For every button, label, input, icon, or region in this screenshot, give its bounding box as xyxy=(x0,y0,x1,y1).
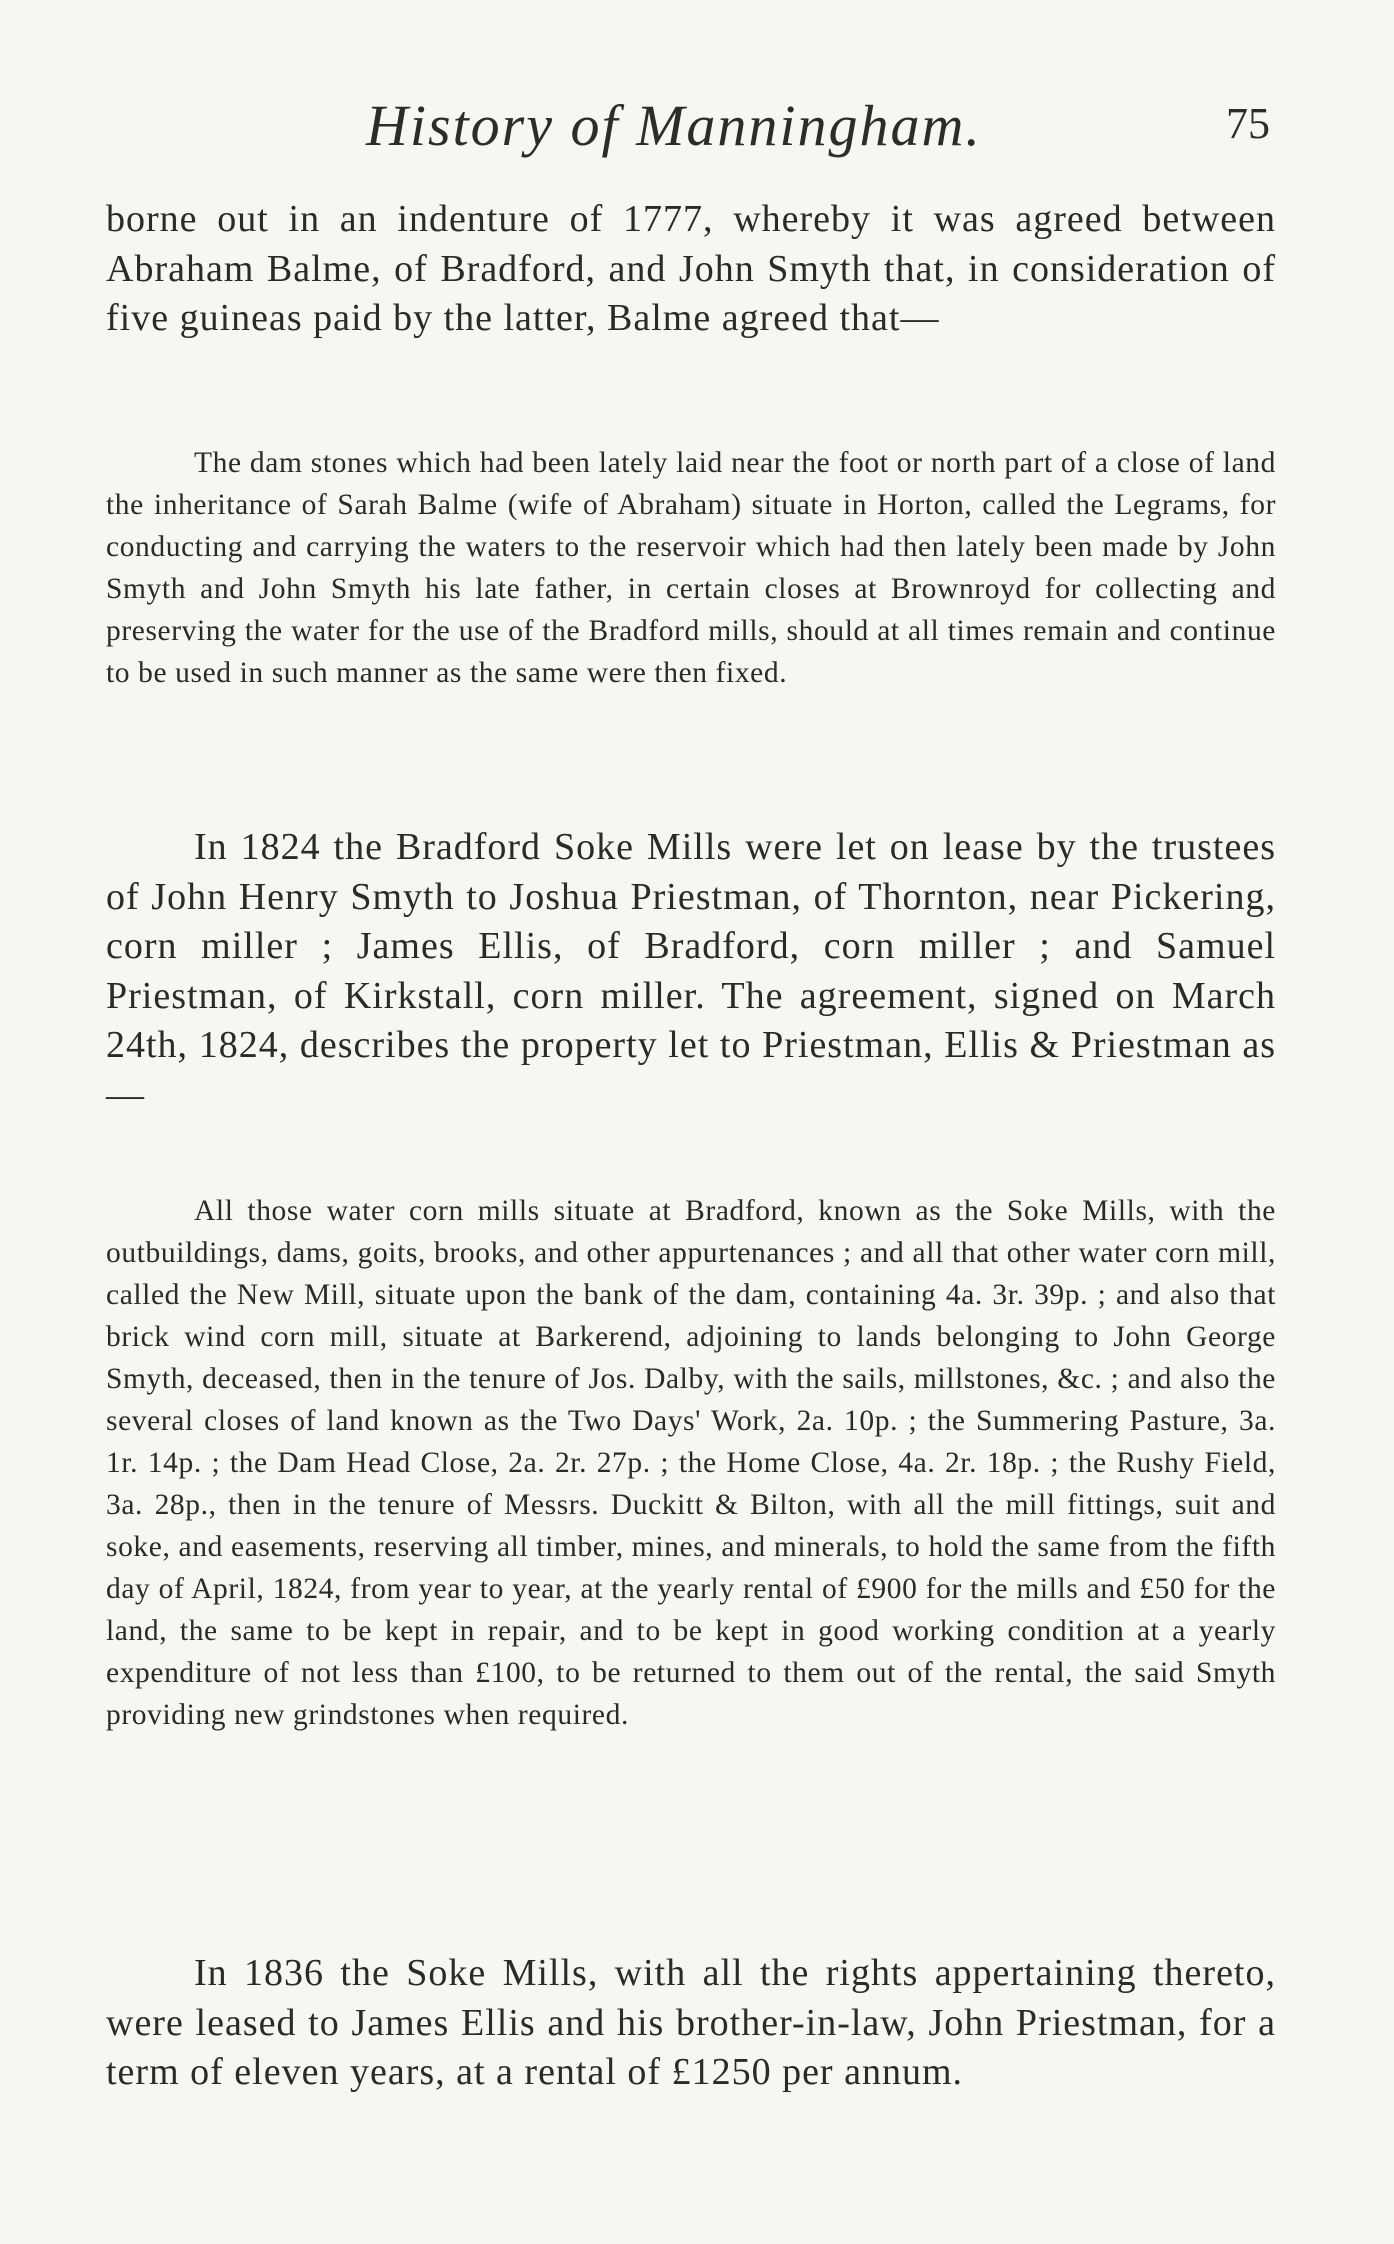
running-header xyxy=(0,92,1394,172)
running-title: History of Manningham. xyxy=(366,93,982,158)
quoted-passage-2: All those water corn mills situate at Bradford, known as the Soke Mills, with the outbuildings, dams, goits, brooks, and other appurtenances ; and all that other water corn mill, called the New Mill, situate upon the bank of the dam, containing 4a. 3r. 39p. ; and also that brick wind corn mill, situate at Barkerend, adjoining to lands belonging to John George Smyth, deceased, then in the tenure of Jos. Dalby, with the sails, millstones, &c. ; and also the several closes of land known as the Two Days' Work, 2a. 10p. ; the Summering Pasture, 3a. 1r. 14p. ; the Dam Head Close, 2a. 2r. 27p. ; the Home Close, 4a. 2r. 18p. ; the Rushy Field, 3a. 28p., then in the tenure of Messrs. Duckitt & Bilton, with all the mill fittings, suit and soke, and easements, reserving all timber, mines, and minerals, to hold the same from the fifth day of April, 1824, from year to year, at the yearly rental of £900 for the mills and £50 for the land, the same to be kept in repair, and to be kept in good working condition at a yearly expenditure of not less than £100, to be returned to them out of the rental, the said Smyth providing new grindstones when required. xyxy=(106,1195,1276,1731)
body-paragraph-3: In 1836 the Soke Mills, with all the rights appertaining thereto, were leased to James Ellis and his brother-in-law, John Priestman, for a term of eleven years, at a rental of £1250 per annum. xyxy=(106,1952,1276,2093)
body-paragraph-2: In 1824 the Bradford Soke Mills were let on lease by the trustees of John Henry Smyth to Joshua Priestman, of Thornton, near Pickering, corn miller ; James Ellis, of Bradford, corn miller ; and Samuel Priestman, of Kirkstall, corn miller. The agreement, signed on March 24th, 1824, describes the property let to Priestman, Ellis & Priestman as— xyxy=(106,826,1276,1116)
quoted-passage-1: The dam stones which had been lately laid near the foot or north part of a close of land the inheritance of Sarah Balme (wife of Abraham) situate in Horton, called the Legrams, for conducting and carrying the waters to the reservoir which had then lately been made by John Smyth and John Smyth his late father, in certain closes at Brownroyd for collecting and preserving the water for the use of the Bradford mills, should at all times remain and continue to be used in such manner as the same were then fixed. xyxy=(106,447,1276,689)
page-number: 75 xyxy=(1226,99,1270,148)
body-paragraph-1: borne out in an indenture of 1777, whereby it was agreed between Abraham Balme, of Bradford, and John Smyth that, in consideration of five guineas paid by the latter, Balme agreed that— xyxy=(106,198,1276,339)
